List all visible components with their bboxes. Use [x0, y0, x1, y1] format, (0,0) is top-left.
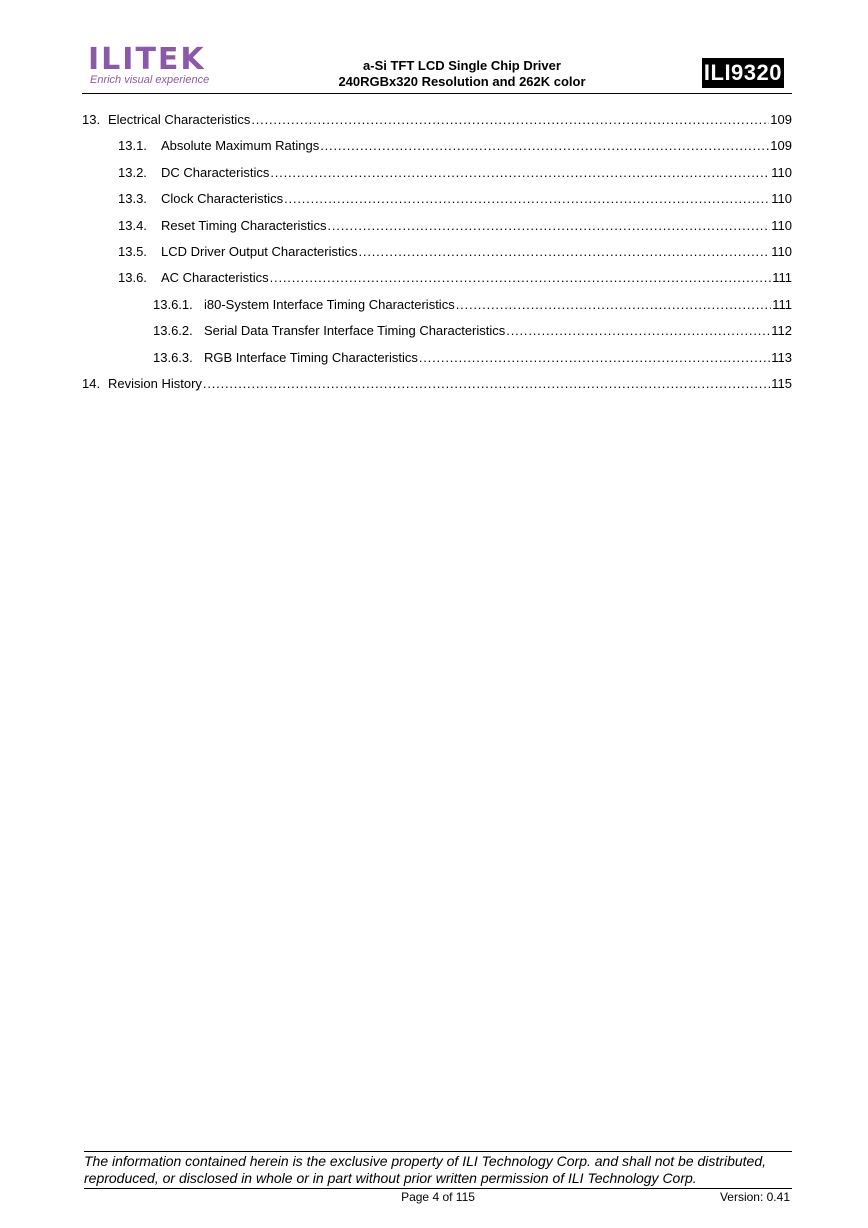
toc-entry-title: Revision History — [108, 375, 202, 391]
toc-entry-title: Clock Characteristics — [161, 191, 284, 207]
toc-entry-page: 110 — [771, 191, 792, 207]
toc-entry-number: 13.6.3. — [153, 349, 193, 365]
toc-entry-number: 13.5. — [118, 243, 147, 259]
toc-entry[interactable] — [82, 217, 792, 243]
logo-tagline: Enrich visual experience — [90, 74, 210, 86]
title-line-1: a-Si TFT LCD Single Chip Driver — [363, 58, 561, 73]
toc-entry-title: Electrical Characteristics — [108, 112, 251, 127]
chip-name-badge: ILI9320 — [702, 58, 784, 88]
toc-entry-page: 109 — [770, 138, 792, 154]
toc-entry-number: 13.6. — [118, 270, 147, 286]
toc-entry[interactable] — [82, 137, 792, 163]
toc-entry-number: 13. — [82, 112, 101, 127]
notice-line-1: The information contained herein is the exclusive property of ILI Technology Corp. and shall not be distributed, — [84, 1153, 766, 1169]
toc-entry[interactable] — [82, 164, 792, 190]
toc-entry[interactable] — [82, 243, 792, 269]
dot-leader — [270, 164, 770, 182]
table-of-contents — [82, 111, 792, 401]
title-line-2: 240RGBx320 Resolution and 262K color — [338, 74, 586, 89]
toc-entry-page: 110 — [771, 217, 792, 233]
toc-entry-number: 13.1. — [118, 138, 147, 154]
toc-entry-number: 13.4. — [118, 217, 147, 233]
toc-entry[interactable] — [82, 375, 792, 401]
toc-entry-page: 109 — [770, 112, 792, 127]
toc-entry[interactable] — [82, 349, 792, 375]
dot-leader — [284, 190, 770, 208]
toc-entry-title: Reset Timing Characteristics — [161, 217, 327, 233]
toc-entry[interactable] — [82, 269, 792, 295]
toc-entry-page: 111 — [772, 296, 792, 312]
dot-leader — [506, 322, 770, 340]
page-footer — [84, 1151, 792, 1205]
notice-line-2: reproduced, or disclosed in whole or in part without prior written permission of ILI Technology Corp. — [84, 1170, 697, 1186]
toc-entry-title: RGB Interface Timing Characteristics — [204, 349, 418, 365]
toc-entry[interactable] — [82, 111, 792, 137]
toc-entry[interactable] — [82, 322, 792, 348]
toc-entry-page: 113 — [771, 349, 792, 365]
ilitek-logo — [88, 44, 248, 88]
footer-bar — [84, 1188, 792, 1205]
toc-entry-number: 14. — [82, 375, 101, 391]
toc-entry-page: 112 — [771, 323, 792, 339]
dot-leader — [270, 269, 772, 287]
dot-leader — [359, 243, 771, 261]
toc-entry[interactable] — [82, 190, 792, 216]
toc-entry-number: 13.6.2. — [153, 323, 193, 339]
toc-entry-number: 13.2. — [118, 164, 147, 180]
dot-leader — [419, 349, 770, 367]
confidentiality-notice — [84, 1153, 792, 1187]
toc-entry-page: 110 — [771, 243, 792, 259]
toc-entry-number: 13.3. — [118, 191, 147, 207]
dot-leader — [203, 375, 770, 393]
toc-entry-page: 115 — [771, 375, 792, 391]
toc-entry-title: LCD Driver Output Characteristics — [161, 243, 358, 259]
dot-leader — [320, 137, 769, 155]
logo-wordmark: ILITEK — [88, 42, 206, 77]
version-label: Version: 0.41 — [719, 1190, 790, 1204]
toc-entry-title: Serial Data Transfer Interface Timing Characteristics — [204, 323, 506, 339]
page-number: Page 4 of 115 — [401, 1190, 475, 1204]
toc-entry-title: AC Characteristics — [161, 270, 269, 286]
toc-entry-number: 13.6.1. — [153, 296, 193, 312]
dot-leader — [327, 217, 770, 235]
toc-entry-title: DC Characteristics — [161, 164, 270, 180]
document-title — [292, 58, 632, 90]
toc-entry[interactable] — [82, 296, 792, 322]
toc-entry-page: 111 — [772, 270, 792, 286]
toc-entry-title: i80-System Interface Timing Characteristics — [204, 296, 455, 312]
page-header — [82, 40, 792, 94]
dot-leader — [456, 296, 772, 314]
dot-leader — [251, 111, 769, 129]
toc-entry-page: 110 — [771, 164, 792, 180]
toc-entry-title: Absolute Maximum Ratings — [161, 138, 320, 154]
